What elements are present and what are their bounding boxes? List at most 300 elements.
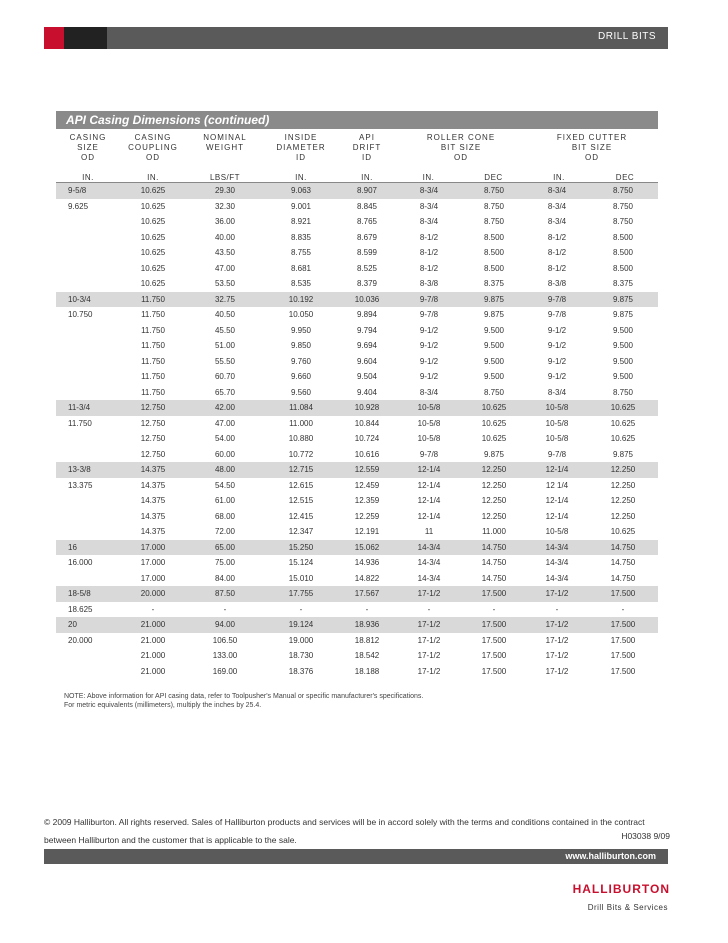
table-cell: 17.500 <box>610 635 636 645</box>
table-cell: 8.750 <box>612 387 634 397</box>
table-cell: 55.50 <box>214 356 236 366</box>
table-row <box>56 571 658 587</box>
table-row <box>56 261 658 277</box>
table-cell: 12.515 <box>288 496 314 506</box>
table-cell: 9.794 <box>356 325 378 335</box>
table-row <box>56 602 658 618</box>
table-row <box>56 354 658 370</box>
table-cell: 133.00 <box>212 651 238 661</box>
column-header-line: OD <box>585 153 599 162</box>
table-cell: 12.250 <box>610 496 636 506</box>
table-cell: 9-1/2 <box>419 341 439 351</box>
table-cell: 8-1/2 <box>547 232 567 242</box>
table-cell: 16 <box>56 540 120 556</box>
table-cell: 47.00 <box>214 263 236 273</box>
table-cell: 14.750 <box>481 573 507 583</box>
table-cell: 8.835 <box>290 232 312 242</box>
table-cell: 17-1/2 <box>545 666 569 676</box>
note-line-1: NOTE: Above information for API casing data, refer to Toolpusher's Manual or specific manufacturer's specifications. <box>64 693 424 700</box>
table-cell: 8.379 <box>356 279 378 289</box>
casing-table <box>56 183 658 679</box>
table-cell: 8.500 <box>483 263 505 273</box>
table-cell: 8.750 <box>462 183 526 199</box>
table-cell: 17.500 <box>610 666 636 676</box>
table-cell: - <box>299 604 303 614</box>
table-cell: 9-7/8 <box>419 449 439 459</box>
table-cell: 8-3/4 <box>547 217 567 227</box>
table-cell: 17-1/2 <box>396 586 462 602</box>
table-cell: 47.00 <box>214 418 236 428</box>
table-cell: 12.615 <box>288 480 314 490</box>
table-cell: 17.755 <box>264 586 338 602</box>
table-cell: 12-1/4 <box>526 462 588 478</box>
table-cell: 11.000 <box>482 527 506 537</box>
column-header-1 <box>120 133 186 163</box>
column-header-3 <box>264 133 338 163</box>
table-row <box>56 400 658 416</box>
table-cell: 8.750 <box>588 183 658 199</box>
table-cell: 9-1/2 <box>547 325 567 335</box>
table-cell: 54.00 <box>214 434 236 444</box>
table-cell: 11.750 <box>141 310 165 320</box>
table-cell: 20.000 <box>68 635 93 645</box>
table-cell: 10.625 <box>481 434 507 444</box>
table-cell: 8.750 <box>483 201 505 211</box>
table-row <box>56 509 658 525</box>
table-cell: 10.625 <box>140 279 166 289</box>
table-cell: 9-5/8 <box>56 183 120 199</box>
table-cell: 10.625 <box>140 217 166 227</box>
table-cell <box>56 354 120 370</box>
column-header-2 <box>186 133 264 153</box>
table-cell: 65.70 <box>214 387 236 397</box>
table-cell: 32.75 <box>186 292 264 308</box>
table-cell <box>56 431 120 447</box>
table-row <box>56 199 658 215</box>
table-cell: 8-3/4 <box>547 201 567 211</box>
table-cell: 40.00 <box>214 232 236 242</box>
table-cell: 8-3/4 <box>396 183 462 199</box>
table-cell: 18.625 <box>68 604 93 614</box>
table-cell: 17.500 <box>481 651 507 661</box>
table-cell: 12.750 <box>120 400 186 416</box>
column-header-line: OD <box>454 153 468 162</box>
table-cell: 10.724 <box>354 434 380 444</box>
table-cell: 17.000 <box>120 540 186 556</box>
column-unit: DEC <box>615 173 635 182</box>
table-cell: 12-1/4 <box>545 511 569 521</box>
table-row <box>56 338 658 354</box>
table-cell: 53.50 <box>214 279 236 289</box>
table-cell: 9.875 <box>462 292 526 308</box>
table-cell: 12.191 <box>354 527 380 537</box>
column-header-line: INSIDE <box>284 133 318 142</box>
section-label: DRILL BITS <box>598 31 656 42</box>
table-cell: 14-3/4 <box>417 573 441 583</box>
table-cell <box>56 214 120 230</box>
table-cell: 9.500 <box>483 356 505 366</box>
table-cell: 8.750 <box>612 201 634 211</box>
table-cell: 8.500 <box>483 232 505 242</box>
table-cell <box>56 493 120 509</box>
table-note <box>56 679 658 710</box>
table-cell: 14-3/4 <box>545 558 569 568</box>
table-cell: 9.875 <box>612 449 634 459</box>
table-cell: 12-1/4 <box>545 496 569 506</box>
table-cell <box>56 276 120 292</box>
table-cell: 18.812 <box>354 635 380 645</box>
table-cell: 72.00 <box>214 527 236 537</box>
table-cell: 29.30 <box>186 183 264 199</box>
table-cell: 9.500 <box>483 372 505 382</box>
table-cell: - <box>492 604 496 614</box>
table-cell: 11.750 <box>68 418 92 428</box>
table-cell: 21.000 <box>140 635 166 645</box>
table-cell: 10.616 <box>354 449 380 459</box>
table-cell: 9.500 <box>612 356 634 366</box>
table-cell: 9-7/8 <box>526 292 588 308</box>
table-row <box>56 323 658 339</box>
column-header-line: CASING <box>69 133 107 142</box>
column-header-line: OD <box>81 153 95 162</box>
table-cell: 9.500 <box>483 341 505 351</box>
table-cell: 12.347 <box>288 527 314 537</box>
column-header-line: DRIFT <box>352 143 382 152</box>
table-cell: 19.000 <box>288 635 314 645</box>
column-header-line: ROLLER CONE <box>426 133 496 142</box>
table-cell: 9.560 <box>290 387 312 397</box>
column-header-line: BIT SIZE <box>571 143 613 152</box>
table-cell: 9-7/8 <box>419 310 439 320</box>
table-cell: 11.750 <box>120 292 186 308</box>
table-cell: 94.00 <box>186 617 264 633</box>
table-row <box>56 617 658 633</box>
table-cell: 17.500 <box>462 586 526 602</box>
table-cell: 8.500 <box>612 232 634 242</box>
table-cell: 11 <box>424 527 434 537</box>
company-tagline: Drill Bits & Services <box>587 903 668 912</box>
table-cell <box>56 524 120 540</box>
table-cell: 18.730 <box>288 651 314 661</box>
table-cell: 9.660 <box>290 372 312 382</box>
table-cell <box>56 338 120 354</box>
table-cell: 10.192 <box>264 292 338 308</box>
table-row <box>56 416 658 432</box>
table-header <box>56 129 658 183</box>
table-cell: - <box>365 604 369 614</box>
table-cell: 10.625 <box>481 418 507 428</box>
table-cell: 51.00 <box>214 341 236 351</box>
website-link[interactable]: www.halliburton.com <box>565 851 656 861</box>
table-cell: 20.000 <box>120 586 186 602</box>
table-row <box>56 214 658 230</box>
table-cell: 17.500 <box>610 651 636 661</box>
table-cell: 8.525 <box>356 263 378 273</box>
table-cell: 17.500 <box>462 617 526 633</box>
column-unit: IN. <box>422 173 435 182</box>
table-cell: 10.625 <box>140 263 166 273</box>
table-cell: 11.750 <box>141 387 165 397</box>
table-cell: 9.875 <box>483 449 505 459</box>
table-cell: 10.625 <box>140 201 166 211</box>
brand-red-block <box>44 27 64 49</box>
column-unit: IN. <box>553 173 565 182</box>
halliburton-logo: HALLIBURTON <box>572 882 670 896</box>
table-cell: - <box>151 604 155 614</box>
table-cell: 8-3/4 <box>547 387 567 397</box>
table-cell: 12.250 <box>481 480 507 490</box>
table-cell: 65.00 <box>186 540 264 556</box>
table-cell: 17-1/2 <box>417 635 441 645</box>
table-cell: 10.625 <box>462 400 526 416</box>
table-cell: 9.875 <box>612 310 634 320</box>
table-cell: 9.875 <box>588 292 658 308</box>
table-cell: 12.250 <box>481 511 507 521</box>
table-row <box>56 183 658 199</box>
table-cell: 12 1/4 <box>545 480 569 490</box>
table-cell: 15.010 <box>288 573 314 583</box>
table-cell: 10.625 <box>140 248 166 258</box>
table-cell: 17.500 <box>588 586 658 602</box>
table-cell: 9-1/2 <box>547 341 567 351</box>
table-cell: 8-3/4 <box>419 201 439 211</box>
table-cell: 10.036 <box>338 292 396 308</box>
table-cell: 8.750 <box>483 387 505 397</box>
table-row <box>56 276 658 292</box>
table-cell: 12-1/4 <box>396 462 462 478</box>
table-row <box>56 447 658 463</box>
table-cell: 17.500 <box>481 666 507 676</box>
table-cell: 9.063 <box>264 183 338 199</box>
table-cell: 12.250 <box>610 480 636 490</box>
column-header-line: FIXED CUTTER <box>556 133 628 142</box>
table-cell: 14.750 <box>588 540 658 556</box>
table-cell: 14.822 <box>354 573 380 583</box>
table-cell: 11.750 <box>141 341 165 351</box>
copyright-line-2: between Halliburton and the customer that is applicable to the sale. <box>44 835 297 845</box>
table-cell: 9-7/8 <box>396 292 462 308</box>
table-cell <box>56 230 120 246</box>
table-cell: 8.750 <box>483 217 505 227</box>
table-cell: 9.625 <box>68 201 89 211</box>
table-cell: 43.50 <box>214 248 236 258</box>
table-row <box>56 633 658 649</box>
table-cell: 8-3/8 <box>419 279 439 289</box>
table-cell: 8.599 <box>356 248 378 258</box>
table-cell: 12.259 <box>354 511 380 521</box>
table-cell <box>56 245 120 261</box>
table-cell: 14.375 <box>140 527 166 537</box>
table-cell: 42.00 <box>186 400 264 416</box>
table-cell: 9.404 <box>356 387 378 397</box>
table-row <box>56 369 658 385</box>
table-cell: 12.459 <box>354 480 380 490</box>
table-cell: 10.050 <box>288 310 314 320</box>
table-cell: 14.375 <box>140 496 166 506</box>
table-row <box>56 245 658 261</box>
table-cell: 12.715 <box>264 462 338 478</box>
table-cell: 17.000 <box>140 558 166 568</box>
table-cell: 9.694 <box>356 341 378 351</box>
table-cell: 9-7/8 <box>547 310 567 320</box>
table-cell: 18.542 <box>354 651 380 661</box>
table-cell: 8-3/8 <box>547 279 567 289</box>
table-cell <box>56 385 120 401</box>
table-row <box>56 431 658 447</box>
top-banner <box>44 27 668 49</box>
column-header-line: SIZE <box>77 143 99 152</box>
table-cell: 13.375 <box>68 480 93 490</box>
table-cell: 10-5/8 <box>417 434 441 444</box>
table-cell: 8.500 <box>612 248 634 258</box>
table-cell: 17-1/2 <box>396 617 462 633</box>
table-cell: 8.681 <box>290 263 312 273</box>
table-cell: 11-3/4 <box>56 400 120 416</box>
table-cell: 48.00 <box>186 462 264 478</box>
column-header-line: NOMINAL <box>203 133 247 142</box>
table-cell: 12.250 <box>462 462 526 478</box>
table-cell: 8.679 <box>356 232 378 242</box>
table-cell: 14-3/4 <box>545 573 569 583</box>
table-cell: 21.000 <box>140 666 166 676</box>
table-cell: 12-1/4 <box>417 511 441 521</box>
table-cell: 8.845 <box>356 201 378 211</box>
table-cell: 9-1/2 <box>419 372 439 382</box>
table-cell: 17.000 <box>140 573 166 583</box>
table-cell: 17.567 <box>338 586 396 602</box>
table-cell: 14.375 <box>140 480 166 490</box>
table-cell: 12.750 <box>140 434 166 444</box>
column-header-4 <box>338 133 396 163</box>
table-cell: 9.500 <box>612 341 634 351</box>
table-cell: 8.500 <box>612 263 634 273</box>
table-cell: 9.001 <box>290 201 312 211</box>
table-cell <box>56 648 120 664</box>
table-cell: 12.250 <box>588 462 658 478</box>
table-cell: 9.760 <box>290 356 312 366</box>
table-cell: 9-1/2 <box>419 356 439 366</box>
column-header-5 <box>396 133 526 163</box>
table-cell: 9.604 <box>356 356 378 366</box>
note-line-2: For metric equivalents (millimeters), multiply the inches by 25.4. <box>64 702 262 709</box>
table-cell: 14-3/4 <box>396 540 462 556</box>
table-cell: 9-1/2 <box>419 325 439 335</box>
table-cell: 14.375 <box>120 462 186 478</box>
column-header-0 <box>56 133 120 163</box>
table-cell: 15.062 <box>338 540 396 556</box>
table-row <box>56 385 658 401</box>
table-cell: 8.921 <box>290 217 312 227</box>
table-cell: 11.084 <box>264 400 338 416</box>
table-cell: 8-1/2 <box>547 263 567 273</box>
table-cell: 10.772 <box>288 449 314 459</box>
table-cell: 17.500 <box>481 635 507 645</box>
table-cell: 8-1/2 <box>419 232 439 242</box>
table-cell: 14.750 <box>462 540 526 556</box>
table-row <box>56 664 658 680</box>
table-cell: 14-3/4 <box>526 540 588 556</box>
table-cell: 8-3/4 <box>419 387 439 397</box>
table-cell: 12.250 <box>610 511 636 521</box>
table-cell: 8.755 <box>290 248 312 258</box>
table-row <box>56 555 658 571</box>
table-row <box>56 493 658 509</box>
table-cell: 45.50 <box>214 325 236 335</box>
column-header-line: ID <box>296 153 306 162</box>
table-row <box>56 307 658 323</box>
table-cell: 61.00 <box>214 496 236 506</box>
table-cell: 18-5/8 <box>56 586 120 602</box>
table-cell: 9-1/2 <box>547 356 567 366</box>
column-unit: IN. <box>82 173 94 182</box>
table-cell: 17-1/2 <box>417 666 441 676</box>
table-cell: 19.124 <box>264 617 338 633</box>
column-header-line: API <box>359 133 375 142</box>
url-bar <box>44 849 668 864</box>
table-cell: 18.936 <box>338 617 396 633</box>
table-cell: 10.844 <box>354 418 380 428</box>
table-cell: 17-1/2 <box>417 651 441 661</box>
column-header-line: COUPLING <box>128 143 178 152</box>
casing-table-block <box>56 111 658 710</box>
column-unit: LBS/FT <box>209 173 241 182</box>
table-cell: 17-1/2 <box>545 651 569 661</box>
table-cell: 68.00 <box>214 511 236 521</box>
document-code: H03038 9/09 <box>621 831 670 841</box>
table-cell: 8-1/2 <box>547 248 567 258</box>
table-cell <box>56 509 120 525</box>
table-cell <box>56 261 120 277</box>
column-unit: IN. <box>147 173 159 182</box>
table-cell: 8.765 <box>356 217 378 227</box>
table-cell: 12.250 <box>481 496 507 506</box>
table-cell: 10-5/8 <box>545 527 569 537</box>
table-cell: 12.359 <box>354 496 380 506</box>
table-cell: 10.625 <box>610 527 636 537</box>
table-cell: 9.950 <box>290 325 312 335</box>
table-cell: 10.625 <box>140 232 166 242</box>
table-cell: 9.500 <box>612 325 634 335</box>
table-cell: 10.625 <box>588 400 658 416</box>
column-unit: IN. <box>361 173 373 182</box>
table-cell: 13-3/8 <box>56 462 120 478</box>
table-cell: 8-3/4 <box>419 217 439 227</box>
table-cell: 9.850 <box>290 341 312 351</box>
table-row <box>56 462 658 478</box>
table-cell: - <box>427 604 431 614</box>
table-cell: 75.00 <box>214 558 236 568</box>
table-cell: 9-7/8 <box>547 449 567 459</box>
table-cell <box>56 664 120 680</box>
table-cell: 11.750 <box>141 356 165 366</box>
table-cell: 9.500 <box>483 325 505 335</box>
table-title: API Casing Dimensions (continued) <box>56 111 658 129</box>
table-cell: 14.375 <box>140 511 166 521</box>
table-cell: 15.124 <box>288 558 314 568</box>
table-cell: 12-1/4 <box>417 480 441 490</box>
table-cell: 10.750 <box>68 310 93 320</box>
table-cell: 17.500 <box>588 617 658 633</box>
table-cell: - <box>223 604 227 614</box>
table-cell: 10-5/8 <box>545 434 569 444</box>
table-cell: 14.936 <box>354 558 380 568</box>
table-cell: 11.750 <box>141 372 165 382</box>
table-cell: 8.375 <box>483 279 505 289</box>
table-cell: 40.50 <box>214 310 236 320</box>
table-cell: 9.504 <box>356 372 378 382</box>
table-cell: 106.50 <box>212 635 238 645</box>
table-cell: 169.00 <box>212 666 238 676</box>
